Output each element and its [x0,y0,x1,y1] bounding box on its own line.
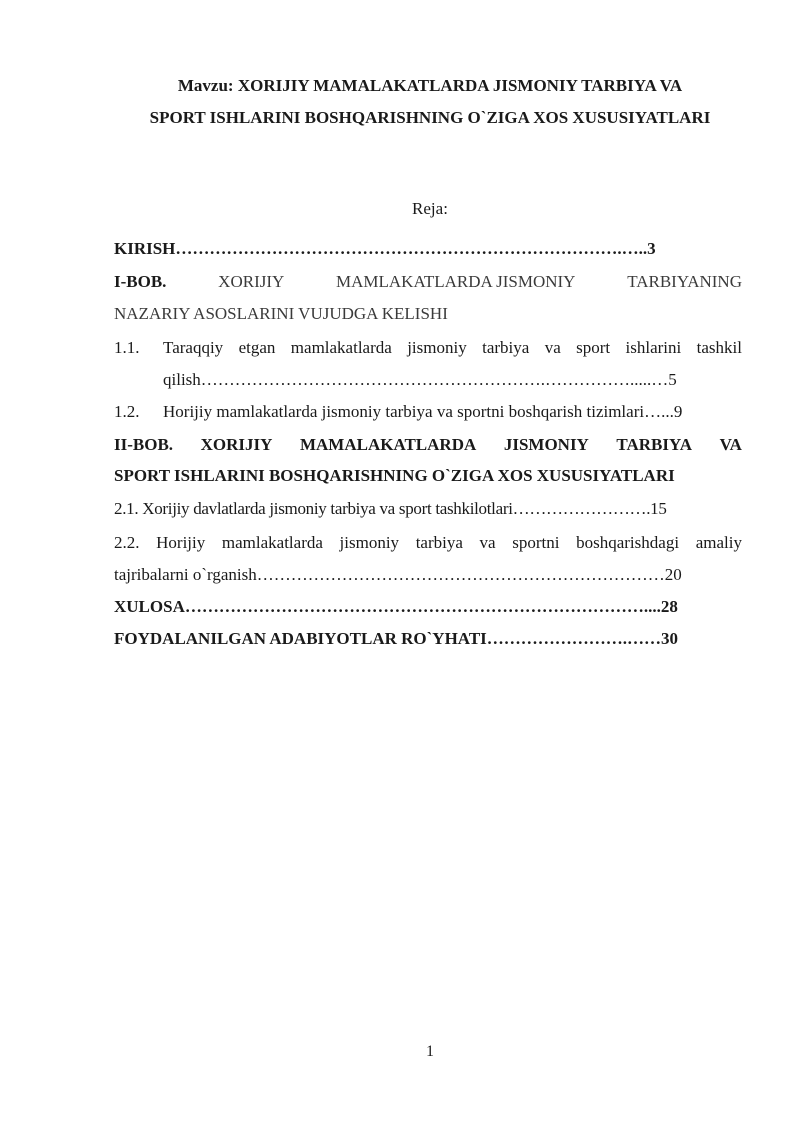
toc-bob2-word: JISMONIY [503,435,589,454]
toc-bob2-word: TARBIYA [616,435,692,454]
toc-word: 2.2. [114,533,140,552]
toc-bob1-word: MAMLAKATLARDA JISMONIY [336,272,576,291]
toc-word: tarbiya [415,533,463,552]
toc-bob2-word: MAMALAKATLARDA [299,435,477,454]
document-title-line-1: Mavzu: XORIJIY MAMALAKATLARDA JISMONIY TARBIYA VA [177,76,683,95]
toc-item-number: 1.2. [114,402,140,421]
toc-bob2-word: VA [719,435,742,454]
toc-word: mamlakatlarda [290,338,392,357]
toc-word: va [479,533,496,552]
toc-bob1-word: TARBIYANING [627,272,742,291]
toc-item-number: 1.1. [114,338,140,357]
toc-xulosa: XULOSA………………………………………………………………………....28 [114,597,678,616]
toc-word: etgan [238,338,276,357]
toc-kirish: KIRISH…………………………………………………………………….…..3 [114,239,656,258]
toc-word: sportni [512,533,560,552]
toc-word: mamlakatlarda [221,533,323,552]
document-title-line-2: SPORT ISHLARINI BOSHQARISHNING O`ZIGA XOS XUSUSIYATLARI [149,108,711,127]
toc-word: jismoniy [339,533,400,552]
toc-word: ishlarini [625,338,682,357]
page-number: 1 [426,1043,434,1060]
toc-word: jismoniy [407,338,467,357]
toc-word: tashkil [696,338,742,357]
toc-item-2-1: 2.1. Xorijiy davlatlarda jismoniy tarbiya va sport tashkilotlari…………………….15 [114,499,667,518]
toc-bob2-word: XORIJIY [200,435,273,454]
toc-bob2-label: II-BOB. [114,435,174,454]
toc-bob2-line2: SPORT ISHLARINI BOSHQARISHNING O`ZIGA XOS XUSUSIYATLARI [114,466,675,485]
toc-word: sport [576,338,611,357]
toc-item-1-1-line1 [163,338,742,358]
toc-word: Horijiy [156,533,206,552]
toc-word: amaliy [695,533,742,552]
toc-bob1-line1 [114,272,742,292]
toc-item-2-2-line1 [114,533,742,553]
toc-item-1-2: Horijiy mamlakatlarda jismoniy tarbiya va sportni boshqarish tizimlari…...9 [163,402,683,421]
toc-bob1-label: I-BOB. [114,272,167,291]
toc-word: Taraqqiy [163,338,224,357]
toc-bob1-word: XORIJIY [218,272,285,291]
toc-bob1-line2: NAZARIY ASOSLARINI VUJUDGA KELISHI [114,304,448,323]
toc-word: va [544,338,561,357]
plan-heading: Reja: [412,199,448,218]
toc-item-2-2-line2: tajribalarni o`rganish………………………………………………………………20 [114,565,682,584]
toc-word: boshqarishdagi [576,533,680,552]
toc-word: tarbiya [482,338,530,357]
toc-item-1-1-line2: qilish…………………………………………………….…………….....…5 [163,370,677,389]
toc-bob2-line1 [114,435,742,455]
toc-adabiyotlar: FOYDALANILGAN ADABIYOTLAR RO`YHATI…………………….……30 [114,629,679,648]
